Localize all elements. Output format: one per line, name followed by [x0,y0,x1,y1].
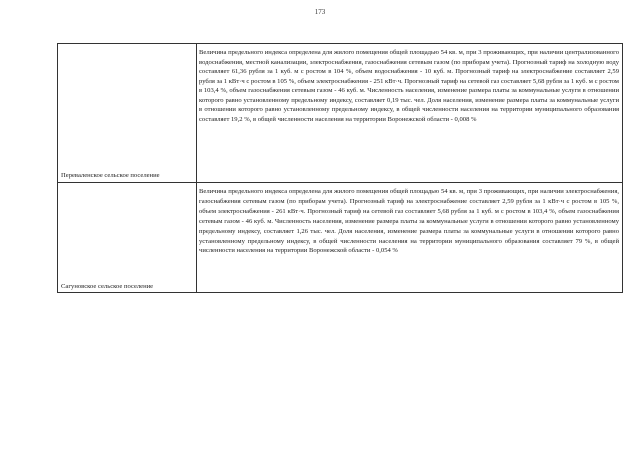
settlement-name: Переваленское сельское поселение [61,172,160,179]
tariff-table [57,43,623,293]
table-row [58,182,622,293]
page-number: 173 [314,8,326,16]
settlement-cell [58,44,197,182]
settlement-name: Сагуновское сельское поселение [61,283,154,290]
table-row [58,44,622,183]
description-cell: Величина предельного индекса определена для жилого помещения общей площадью 54 кв. м, при 3 проживающих, при наличии централизованного водоснабжения, местной канализации, электроснабжения, газоснабжения сетевым газом (по приборам учета). Прогнозный тариф на холодную воду составляет 61,36 рубля за 1 куб. м с ростом в 104 %, объем водоснабжения - 10 куб. м. Прогнозный тариф на электроснабжение составляет 2,59 рубля за 1 кВт·ч с ростом в 105 %, объем электроснабжения - 251 кВт·ч. Прогнозный тариф на сетевой газ составляет 5,68 рубля за 1 куб. м с ростом в 103,4 %, объем газоснабжения сетевым газом - 46 куб. м. Численность населения, изменение размера платы за коммунальные услуги в отношении которого равно установленному предельному индексу, составляет 0,19 тыс. чел. Доля населения, изменение размера платы за коммунальные услуги в отношении которого равно установленному предельному индексу, в общей численности населения на территории муниципального образования составляет 19,2 %, в общей численности населения на территории Воронежской области - 0,008 % [199,49,619,123]
description-cell: Величина предельного индекса определена для жилого помещения общей площадью 54 кв. м, при 3 проживающих, при наличии электроснабжения, газоснабжения сетевым газом (по приборам учета). Прогнозный тариф на электроснабжение составляет 2,59 рубля за 1 кВт·ч с ростом в 105 %, объем электроснабжения - 261 кВт·ч. Прогнозный тариф на сетевой газ составляет 5,68 рубля за 1 куб. м с ростом в 103,4 %, объем газоснабжения сетевым газом - 46 куб. м. Численность населения, изменение размера платы за коммунальные услуги в отношении которого равно установленному предельному индексу, составляет 1,26 тыс. чел. Доля населения, изменение размера платы за коммунальные услуги в отношении которого равно установленному предельному индексу, в общей численности населения на территории муниципального образования составляет 79 %, в общей численности населения на территории Воронежской области - 0,054 % [199,188,619,255]
settlement-cell [58,182,197,293]
